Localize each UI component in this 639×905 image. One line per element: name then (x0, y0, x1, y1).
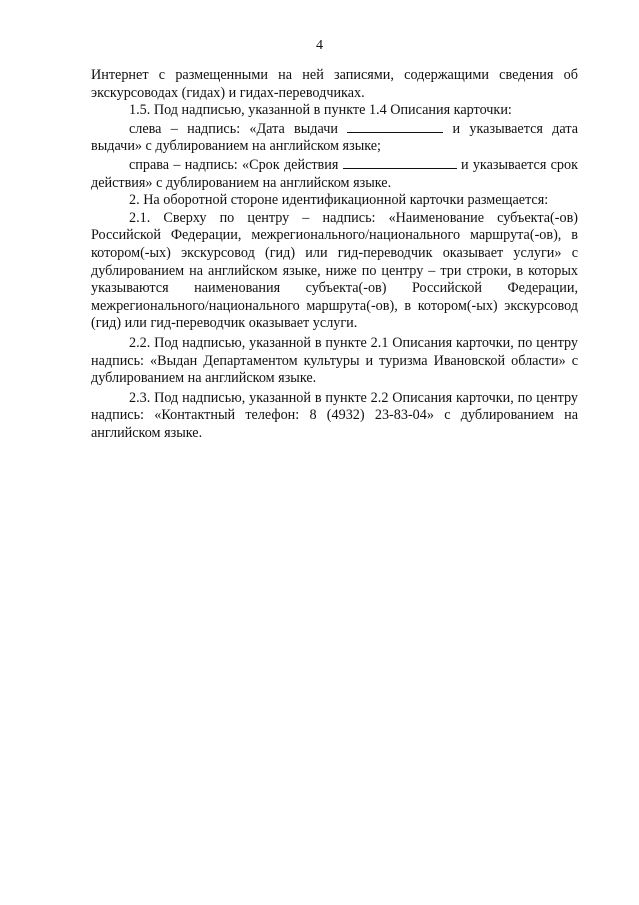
paragraph-2-1: 2.1. Сверху по центру – надпись: «Наименование субъекта(-ов) Российской Федерации, межрегионального/национального маршрута(-ов), в котором(-ых) экскурсовод (гид) или гид-переводчик оказывает услуги» с дублированием на английском языке, ниже по центру – три строки, в которых указываются наименования субъекта(-ов) Российской Федерации, межрегионального/национального маршрута(-ов), в котором(-ых) экскурсовод (гид) или гид-переводчик оказывает услуги. (91, 209, 578, 332)
validity-text-end: и указывается срок действия» с дублированием на английском языке. (91, 156, 578, 191)
paragraph-validity-period (91, 156, 578, 192)
paragraph-2-2: 2.2. Под надписью, указанной в пункте 2.1 Описания карточки, по центру надпись: «Выдан Департаментом культуры и туризма Ивановской области» с дублированием на английском языке. (91, 334, 578, 387)
issue-date-text-start: слева – надпись: «Дата выдачи (129, 120, 348, 137)
paragraph-2-3: 2.3. Под надписью, указанной в пункте 2.2 Описания карточки, по центру надпись: «Контактный телефон: 8 (4932) 23-83-04» с дублированием на английском языке. (91, 389, 578, 441)
paragraph-continuation: Интернет с размещенными на ней записями, содержащими сведения об экскурсоводах (гидах) и гидах-переводчиках. (91, 67, 578, 101)
document-body (91, 67, 578, 442)
page-number: 4 (316, 38, 323, 53)
paragraph-issue-date (91, 120, 578, 156)
paragraph-2: 2. На оборотной стороне идентификационной карточки размещается: (129, 192, 549, 209)
paragraph-1-5: 1.5. Под надписью, указанной в пункте 1.4 Описания карточки: (129, 102, 512, 119)
validity-blank-line (343, 156, 457, 169)
issue-date-blank-line (347, 120, 443, 133)
validity-text-start: справа – надпись: «Срок действия (129, 156, 343, 173)
issue-date-text-end: и указывается дата выдачи» с дублированием на английском языке; (91, 120, 579, 155)
